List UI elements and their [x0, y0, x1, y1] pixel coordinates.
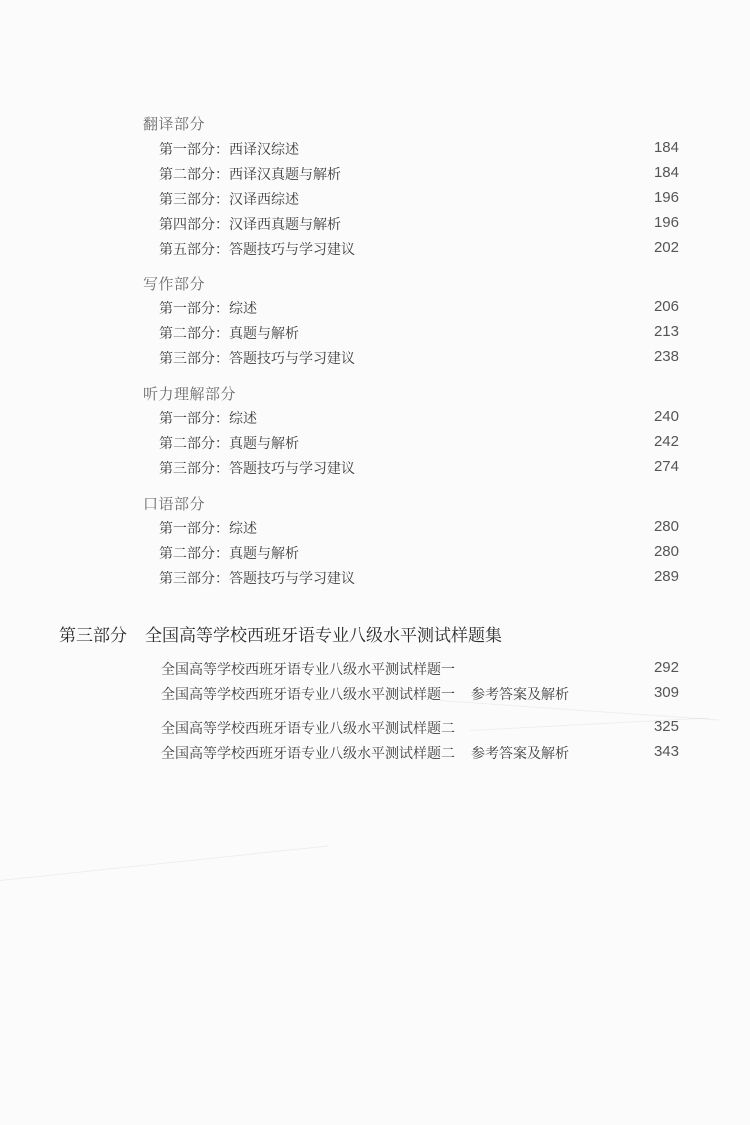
toc-entry-label: 第一部分：综述 — [159, 301, 257, 317]
section-heading-translation: 翻译部分 — [143, 115, 206, 133]
section-heading-speaking: 口语部分 — [143, 495, 206, 513]
toc-entry-page: 196 — [653, 189, 679, 206]
toc-entry-label: 第三部分：答题技巧与学习建议 — [159, 461, 355, 477]
toc-entry-label: 第二部分：真题与解析 — [159, 326, 299, 342]
toc-entry[interactable] — [159, 139, 679, 161]
sample-test-label — [161, 659, 455, 679]
toc-entry-label: 第四部分：汉译西真题与解析 — [159, 217, 341, 233]
toc-entry-page: 240 — [653, 408, 679, 425]
sample-test-entry[interactable] — [161, 718, 679, 740]
toc-entry[interactable] — [159, 568, 679, 590]
paper-scuff — [0, 846, 328, 881]
toc-entry[interactable] — [159, 214, 679, 236]
part-heading[interactable] — [59, 621, 502, 646]
sample-test-page: 343 — [653, 743, 679, 760]
sample-test-label — [161, 718, 455, 738]
toc-entry[interactable] — [159, 164, 679, 186]
toc-entry[interactable] — [159, 189, 679, 211]
toc-entry-label: 第一部分：综述 — [159, 521, 257, 537]
sample-test-page: 292 — [653, 659, 679, 676]
toc-entry-page: 280 — [653, 543, 679, 560]
sample-test-title: 全国高等学校西班牙语专业八级水平测试样题一 — [161, 687, 455, 703]
toc-entry[interactable] — [159, 518, 679, 540]
toc-entry-page: 196 — [653, 214, 679, 231]
toc-entry-page: 274 — [653, 458, 679, 475]
toc-entry[interactable] — [159, 408, 679, 430]
part-title: 全国高等学校西班牙语专业八级水平测试样题集 — [145, 626, 502, 646]
toc-entry-page: 280 — [653, 518, 679, 535]
toc-entry[interactable] — [159, 458, 679, 480]
toc-entry-label: 第二部分：西译汉真题与解析 — [159, 167, 341, 183]
sample-test-page: 309 — [653, 684, 679, 701]
toc-entry-label: 第一部分：西译汉综述 — [159, 142, 299, 158]
sample-test-label — [161, 743, 569, 763]
toc-entry-page: 289 — [653, 568, 679, 585]
sample-test-entry[interactable] — [161, 659, 679, 681]
sample-test-page: 325 — [653, 718, 679, 735]
toc-entry[interactable] — [159, 298, 679, 320]
toc-entry-label: 第一部分：综述 — [159, 411, 257, 427]
toc-entry-page: 184 — [653, 164, 679, 181]
toc-entry-page: 213 — [653, 323, 679, 340]
section-heading-listening: 听力理解部分 — [143, 385, 237, 403]
sample-test-suffix: 参考答案及解析 — [471, 687, 569, 703]
toc-entry-page: 238 — [653, 348, 679, 365]
sample-test-label — [161, 684, 569, 704]
toc-entry-label: 第三部分：答题技巧与学习建议 — [159, 571, 355, 587]
toc-entry[interactable] — [159, 543, 679, 565]
toc-entry-page: 202 — [653, 239, 679, 256]
toc-entry-label: 第三部分：答题技巧与学习建议 — [159, 351, 355, 367]
toc-entry-page: 184 — [653, 139, 679, 156]
toc-entry-label: 第二部分：真题与解析 — [159, 436, 299, 452]
part-number: 第三部分 — [59, 626, 127, 646]
toc-entry[interactable] — [159, 239, 679, 261]
toc-entry[interactable] — [159, 323, 679, 345]
sample-test-suffix: 参考答案及解析 — [471, 746, 569, 762]
toc-entry-label: 第三部分：汉译西综述 — [159, 192, 299, 208]
toc-entry-page: 242 — [653, 433, 679, 450]
sample-test-title: 全国高等学校西班牙语专业八级水平测试样题一 — [161, 662, 455, 678]
sample-test-title: 全国高等学校西班牙语专业八级水平测试样题二 — [161, 721, 455, 737]
sample-test-title: 全国高等学校西班牙语专业八级水平测试样题二 — [161, 746, 455, 762]
toc-entry-label: 第二部分：真题与解析 — [159, 546, 299, 562]
toc-entry-label: 第五部分：答题技巧与学习建议 — [159, 242, 355, 258]
sample-test-entry[interactable] — [161, 743, 679, 765]
toc-entry-page: 206 — [653, 298, 679, 315]
sample-test-entry[interactable] — [161, 684, 679, 706]
section-heading-writing: 写作部分 — [143, 275, 206, 293]
toc-entry[interactable] — [159, 348, 679, 370]
toc-entry[interactable] — [159, 433, 679, 455]
